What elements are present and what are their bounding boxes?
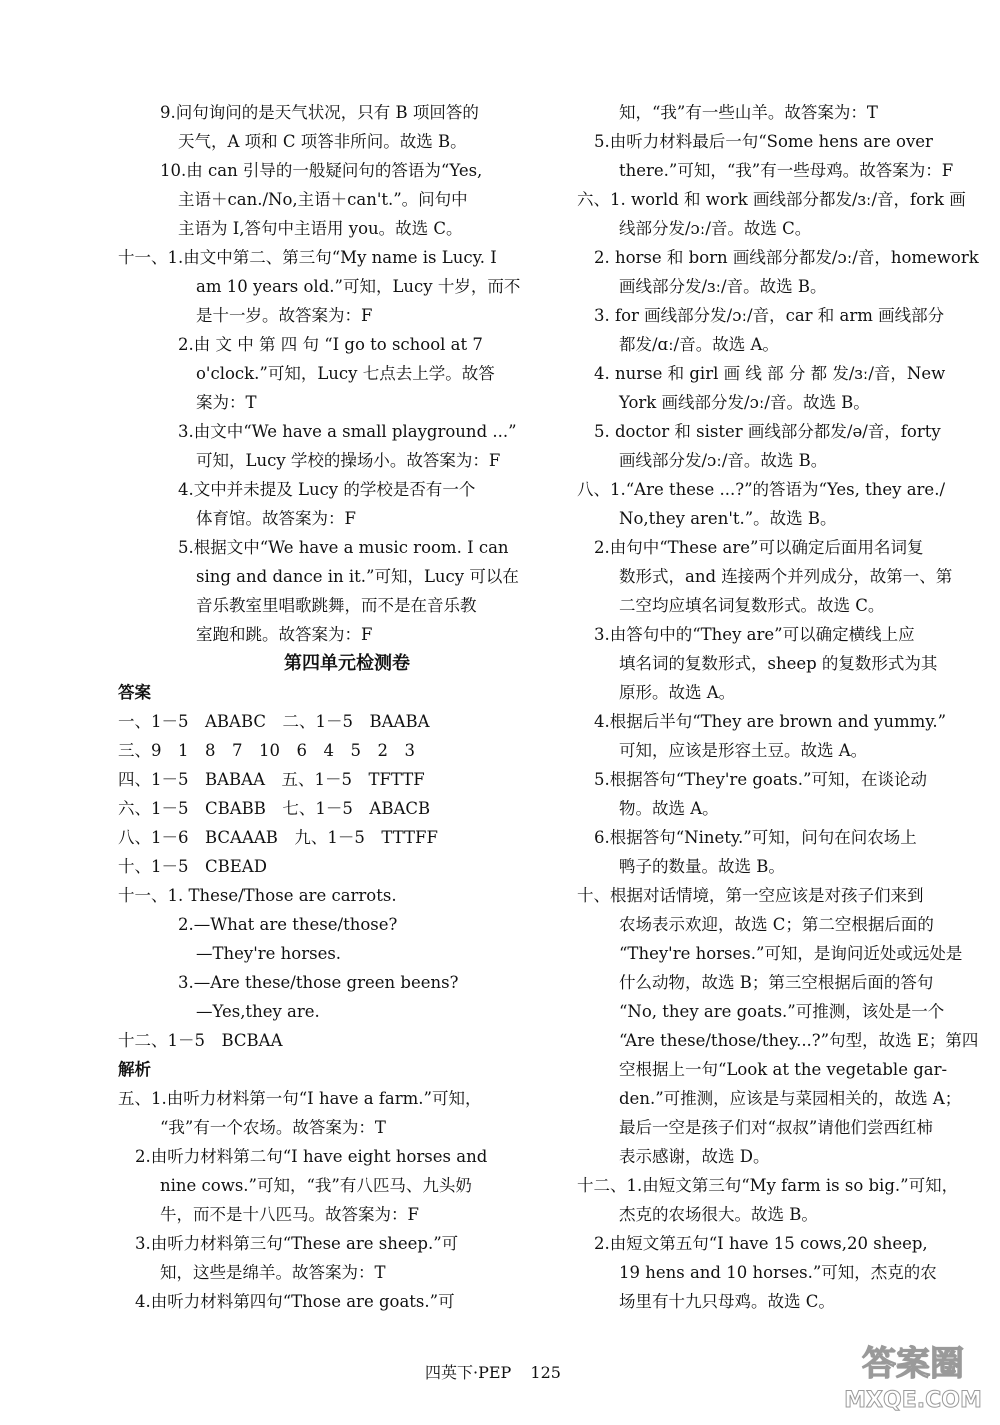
text-line: 可知，应该是形容土豆。故选 A。 xyxy=(619,741,868,760)
text-line: 数形式，and 连接两个并列成分，故第一、第 xyxy=(619,567,953,586)
text-line: 主语为 I,答句中主语用 you。故选 C。 xyxy=(178,219,463,238)
text-line: 填名词的复数形式，sheep 的复数形式为其 xyxy=(619,654,938,673)
text-line: 十、1－5 CBEAD xyxy=(118,857,267,876)
watermark-bottom-text: MXQE.COM xyxy=(844,1388,982,1413)
text-line: 三、9 1 8 7 10 6 4 5 2 3 xyxy=(118,741,415,760)
text-line: 案为：T xyxy=(196,393,257,412)
text-line: 2.由 文 中 第 四 句 “I go to school at 7 xyxy=(178,335,483,354)
right-column xyxy=(577,98,987,1316)
text-line: 十二、1.由短文第三句“My farm is so big.”可知， xyxy=(577,1176,959,1195)
section-label: 答案 xyxy=(118,683,151,702)
text-line: 都发/ɑː/音。故选 A。 xyxy=(619,335,779,354)
text-line: No,they aren't.”。故选 B。 xyxy=(619,509,837,528)
text-line: 3.由文中“We have a small playground ...” xyxy=(178,422,517,441)
text-line: “Are these/those/they...?”句型，故选 E；第四 xyxy=(619,1031,979,1050)
text-line: o'clock.”可知，Lucy 七点去上学。故答 xyxy=(196,364,495,383)
text-line: 音乐教室里唱歌跳舞，而不是在音乐教 xyxy=(196,596,477,615)
book-label: 四英下·PEP xyxy=(425,1363,512,1382)
text-line: 牛，而不是十八匹马。故答案为：F xyxy=(160,1205,419,1224)
text-line: 体育馆。故答案为：F xyxy=(196,509,356,528)
text-line: 线部分发/ɔː/音。故选 C。 xyxy=(619,219,812,238)
text-line: 原形。故选 A。 xyxy=(619,683,736,702)
text-line: 五、1.由听力材料第一句“I have a farm.”可知， xyxy=(118,1089,482,1108)
text-line: 5.由听力材料最后一句“Some hens are over xyxy=(594,132,933,151)
text-line: 二空均应填名词复数形式。故选 C。 xyxy=(619,596,885,615)
text-line: 六、1. world 和 work 画线部分都发/ɜː/音，fork 画 xyxy=(577,190,966,209)
text-line: 3. for 画线部分发/ɔː/音，car 和 arm 画线部分 xyxy=(594,306,945,325)
text-line: 杰克的农场很大。故选 B。 xyxy=(619,1205,818,1224)
text-line: 2.由短文第五句“I have 15 cows,20 sheep, xyxy=(594,1234,928,1253)
text-line: 八、1.“Are these ...?”的答语为“Yes, they are./ xyxy=(577,480,946,499)
text-line: 2. horse 和 born 画线部分都发/ɔː/音，homework xyxy=(594,248,979,267)
text-line: am 10 years old.”可知，Lucy 十岁，而不 xyxy=(196,277,521,296)
text-line: 十、根据对话情境，第一空应该是对孩子们来到 xyxy=(577,886,924,905)
text-line: —They're horses. xyxy=(196,944,342,963)
text-line: 鸭子的数量。故选 B。 xyxy=(619,857,785,876)
text-line: 十二、1－5 BCBAA xyxy=(118,1031,283,1050)
text-line: 画线部分发/ɜː/音。故选 B。 xyxy=(619,277,827,296)
text-line: 是十一岁。故答案为：F xyxy=(196,306,373,325)
text-line: 4.由听力材料第四句“Those are goats.”可 xyxy=(135,1292,455,1311)
text-line: 2.由句中“These are”可以确定后面用名词复 xyxy=(594,538,924,557)
text-line: 主语＋can./No,主语＋can't.”。问句中 xyxy=(178,190,468,209)
text-line: 十一、1. These/Those are carrots. xyxy=(118,886,397,905)
text-line: 5. doctor 和 sister 画线部分都发/ə/音，forty xyxy=(594,422,941,441)
text-line: 表示感谢，故选 D。 xyxy=(619,1147,770,1166)
text-line: 知，“我”有一些山羊。故答案为：T xyxy=(619,103,878,122)
section-heading: 第四单元检测卷 xyxy=(284,653,410,674)
text-line: den.”可推测，应该是与菜园相关的，故选 A； xyxy=(619,1089,962,1108)
text-line: 物。故选 A。 xyxy=(619,799,719,818)
text-line: 5.根据文中“We have a music room. I can xyxy=(178,538,509,557)
text-line: 场里有十九只母鸡。故选 C。 xyxy=(619,1292,835,1311)
text-line: “They're horses.”可知，是询问近处或远处是 xyxy=(619,944,963,963)
text-line: 农场表示欢迎，故选 C；第二空根据后面的 xyxy=(619,915,934,934)
text-line: 八、1－6 BCAAAB 九、1－5 TTTFF xyxy=(118,828,438,847)
text-line: 6.根据答句“Ninety.”可知，问句在问农场上 xyxy=(594,828,917,847)
text-line: 什么动物，故选 B；第三空根据后面的答句 xyxy=(619,973,934,992)
page-number: 125 xyxy=(530,1363,561,1382)
text-line: 2.—What are these/those? xyxy=(178,915,398,934)
text-line: 4.根据后半句“They are brown and yummy.” xyxy=(594,712,947,731)
text-line: 可知，Lucy 学校的操场小。故答案为：F xyxy=(196,451,501,470)
text-line: 3.由听力材料第三句“These are sheep.”可 xyxy=(135,1234,459,1253)
text-line: 5.根据答句“They're goats.”可知，在谈论动 xyxy=(594,770,927,789)
text-line: York 画线部分发/ɔː/音。故选 B。 xyxy=(619,393,870,412)
watermark-logo xyxy=(838,1335,988,1415)
text-line: 室跑和跳。故答案为：F xyxy=(196,625,373,644)
text-line: 一、1－5 ABABC 二、1－5 BAABA xyxy=(118,712,430,731)
text-line: sing and dance in it.”可知，Lucy 可以在 xyxy=(196,567,519,586)
watermark-top-text: 答案圈 xyxy=(862,1344,964,1384)
text-line: 四、1－5 BABAA 五、1－5 TFTTF xyxy=(118,770,425,789)
text-line: 最后一空是孩子们对“叔叔”请他们尝西红柿 xyxy=(619,1118,933,1137)
text-line: 3.—Are these/those green beens? xyxy=(178,973,459,992)
text-line: 六、1－5 CBABB 七、1－5 ABACB xyxy=(118,799,431,818)
text-line: 十一、1.由文中第二、第三句“My name is Lucy. I xyxy=(118,248,497,267)
page-footer xyxy=(425,1360,575,1383)
text-line: 天气，A 项和 C 项答非所问。故选 B。 xyxy=(178,132,467,151)
text-line: 19 hens and 10 horses.”可知，杰克的农 xyxy=(619,1263,937,1282)
text-line: “我”有一个农场。故答案为：T xyxy=(160,1118,386,1137)
left-column xyxy=(118,98,536,1316)
text-line: 知，这些是绵羊。故答案为：T xyxy=(160,1263,386,1282)
text-line: 空根据上一句“Look at the vegetable gar- xyxy=(619,1060,948,1079)
text-line: “No, they are goats.”可推测，该处是一个 xyxy=(619,1002,945,1021)
text-line: 9.问句询问的是天气状况，只有 B 项回答的 xyxy=(160,103,479,122)
text-line: 2.由听力材料第二句“I have eight horses and xyxy=(135,1147,488,1166)
text-line: 4. nurse 和 girl 画 线 部 分 都 发/ɜː/音，New xyxy=(594,364,946,383)
text-line: 3.由答句中的“They are”可以确定横线上应 xyxy=(594,625,915,644)
text-line: there.”可知，“我”有一些母鸡。故答案为：F xyxy=(619,161,954,180)
text-line: —Yes,they are. xyxy=(196,1002,320,1021)
text-line: nine cows.”可知，“我”有八匹马、九头奶 xyxy=(160,1176,472,1195)
section-label: 解析 xyxy=(118,1060,151,1079)
text-line: 画线部分发/ɔː/音。故选 B。 xyxy=(619,451,828,470)
text-line: 10.由 can 引导的一般疑问句的答语为“Yes, xyxy=(160,161,483,180)
text-line: 4.文中并未提及 Lucy 的学校是否有一个 xyxy=(178,480,476,499)
